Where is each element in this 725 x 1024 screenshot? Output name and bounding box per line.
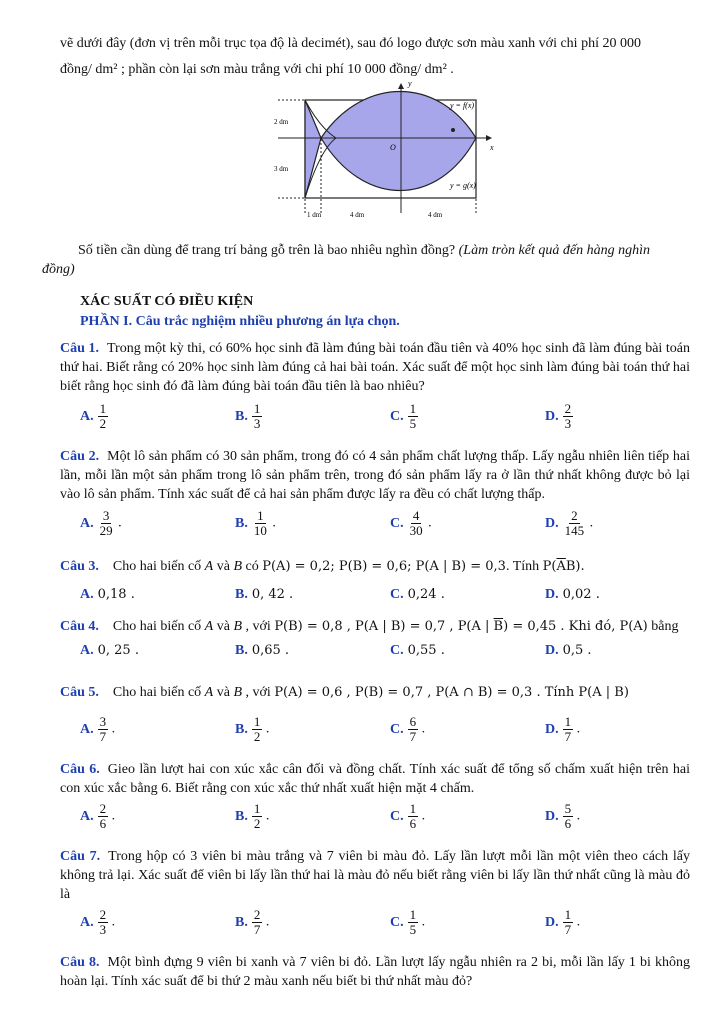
intro-line-2: đồng/ dm² ; phần còn lại sơn màu trắng với chi phí 10 000 đồng/ dm² . bbox=[60, 62, 454, 77]
f-label: y = f(x) bbox=[450, 101, 475, 110]
dim-4b: 4 dm bbox=[428, 211, 443, 219]
q5-answer-a[interactable]: A. $\frac{3}{7}$ . bbox=[80, 714, 116, 744]
q3-answer-c[interactable]: C. 0,24 . bbox=[390, 587, 445, 602]
q6-answer-a[interactable]: A. $\frac{2}{6}$ . bbox=[80, 801, 116, 831]
question-8: Câu 8. Một bình đựng 9 viên bi xanh và 7 viên bi đỏ. Lần lượt lấy ngẫu nhiên ra 2 bi, mỗi lần lấy 1 bi không hoàn lại. Tính xác suất để bi thứ 2 màu xanh nếu biết bi thứ nhất màu đỏ? bbox=[60, 955, 691, 989]
q7-answer-c[interactable]: C. $\frac{1}{5}$ . bbox=[390, 907, 426, 937]
q2-answer-b[interactable]: B. $\frac{1}{10}$ . bbox=[235, 508, 276, 538]
q1-answer-d[interactable]: D. $\frac{2}{3}$ bbox=[545, 401, 572, 431]
q5-answer-b[interactable]: B. $\frac{1}{2}$ . bbox=[235, 714, 270, 744]
q3-answer-b[interactable]: B. 0, 42 . bbox=[235, 587, 294, 602]
q5-answer-d[interactable]: D. $\frac{1}{7}$ . bbox=[545, 714, 581, 744]
fish-eye bbox=[451, 128, 455, 132]
q6-answer-d[interactable]: D. $\frac{5}{6}$ . bbox=[545, 801, 581, 831]
question-7: Câu 7. Trong hộp có 3 viên bi màu trắng và 7 viên bi màu đỏ. Lấy lần lượt mỗi lần một viên theo cách lấy không trả lại. Xác suất để viên bi lấy lần thứ hai là màu đỏ nếu biết rằng viên bi lấy lần thứ nhất cũng là màu đỏ là bbox=[60, 849, 690, 902]
dim-top: 2 dm bbox=[274, 118, 289, 126]
q4-answer-a[interactable]: A. 0, 25 . bbox=[80, 643, 139, 658]
fish-logo-figure bbox=[268, 78, 500, 228]
question-4: Câu 4. Cho hai biến cố A và B , với P(B) = 0,8 , P(A | B) = 0,7 , P(A | $\overline{B}) = 0,45$ . Khi đó, P(A) bằng bbox=[60, 619, 679, 634]
q7-answer-d[interactable]: D. $\frac{1}{7}$ . bbox=[545, 907, 581, 937]
q3-answer-a[interactable]: A. 0,18 . bbox=[80, 587, 135, 602]
question-1: Câu 1. Trong một kỳ thi, có 60% học sinh đã làm đúng bài toán đầu tiên và 40% học sinh đã làm đúng bài toán thứ hai. Biết rằng có 20% học sinh làm đúng cả hai bài toán. Xác suất để một học sinh làm đúng bài toán thứ hai biết rằng học sinh đó đã làm đúng bài toán đầu tiên là bao nhiêu? bbox=[60, 341, 690, 394]
y-axis-label: y bbox=[408, 79, 412, 88]
q3-answer-d[interactable]: D. 0,02 . bbox=[545, 587, 600, 602]
q5-answer-c[interactable]: C. $\frac{6}{7}$ . bbox=[390, 714, 426, 744]
dim-4a: 4 dm bbox=[350, 211, 365, 219]
cost-question: Số tiền cần dùng để trang trí bảng gỗ trên là bao nhiêu nghìn đồng? (Làm tròn kết quả đến hàng nghìn đồng) bbox=[42, 243, 650, 277]
q1-answer-a[interactable]: A. $\frac{1}{2}$ bbox=[80, 401, 107, 431]
fish-tail bbox=[305, 100, 321, 198]
q7-answer-a[interactable]: A. $\frac{2}{3}$ . bbox=[80, 907, 116, 937]
origin-label: O bbox=[390, 143, 396, 152]
question-6: Câu 6. Gieo lần lượt hai con xúc xắc cân đối và đồng chất. Tính xác suất để tổng số chấm xuất hiện trên hai con xúc xắc bằng 6. Biết rằng con xúc xắc thứ nhất xuất hiện mặt 4 chấm. bbox=[60, 762, 690, 796]
part-title: PHẦN I. Câu trắc nghiệm nhiều phương án lựa chọn. bbox=[80, 314, 400, 329]
x-axis-label: x bbox=[490, 143, 494, 152]
intro-line-1: vẽ dưới đây (đơn vị trên mỗi trục tọa độ là decimét), sau đó logo được sơn màu xanh với chi phí 20 000 bbox=[60, 36, 641, 51]
q4-answer-d[interactable]: D. 0,5 . bbox=[545, 643, 592, 658]
dim-bottom: 3 dm bbox=[274, 165, 289, 173]
g-label: y = g(x) bbox=[450, 181, 476, 190]
q4-answer-c[interactable]: C. 0,55 . bbox=[390, 643, 445, 658]
q6-answer-b[interactable]: B. $\frac{1}{2}$ . bbox=[235, 801, 270, 831]
question-5: Câu 5. Cho hai biến cố A và B , với P(A) = 0,6 , P(B) = 0,7 , P(A ∩ B) = 0,3 . Tính P(A | B) bbox=[60, 685, 629, 700]
question-3: Câu 3. Cho hai biến cố A và B có P(A) = 0,2; P(B) = 0,6; P(A | B) = 0,3. Tính $P(\overline{A}B)$. bbox=[60, 559, 585, 574]
q2-answer-c[interactable]: C. $\frac{4}{30}$ . bbox=[390, 508, 432, 538]
dim-1: 1 dm bbox=[307, 211, 322, 219]
q1-answer-b[interactable]: B. $\frac{1}{3}$ bbox=[235, 401, 261, 431]
question-2: Câu 2. Một lô sản phẩm có 30 sản phẩm, trong đó có 4 sản phẩm chất lượng thấp. Lấy ngẫu nhiên liên tiếp hai lần, mỗi lần một sản phẩm trong lô sản phẩm trên, trong đó sản phẩm lấy ra ở lần thứ nhất không được bỏ lại vào lô sản phẩm. Tính xác suất để cả hai sản phẩm được lấy ra đều có chất lượng thấp. bbox=[60, 449, 690, 502]
q2-answer-d[interactable]: D. $\frac{2}{145}$ . bbox=[545, 508, 594, 538]
section-title: XÁC SUẤT CÓ ĐIỀU KIỆN bbox=[80, 294, 254, 309]
q2-answer-a[interactable]: A. $\frac{3}{29}$ . bbox=[80, 508, 122, 538]
q6-answer-c[interactable]: C. $\frac{1}{6}$ . bbox=[390, 801, 426, 831]
q7-answer-b[interactable]: B. $\frac{2}{7}$ . bbox=[235, 907, 270, 937]
q1-answer-c[interactable]: C. $\frac{1}{5}$ bbox=[390, 401, 417, 431]
q4-answer-b[interactable]: B. 0,65 . bbox=[235, 643, 290, 658]
